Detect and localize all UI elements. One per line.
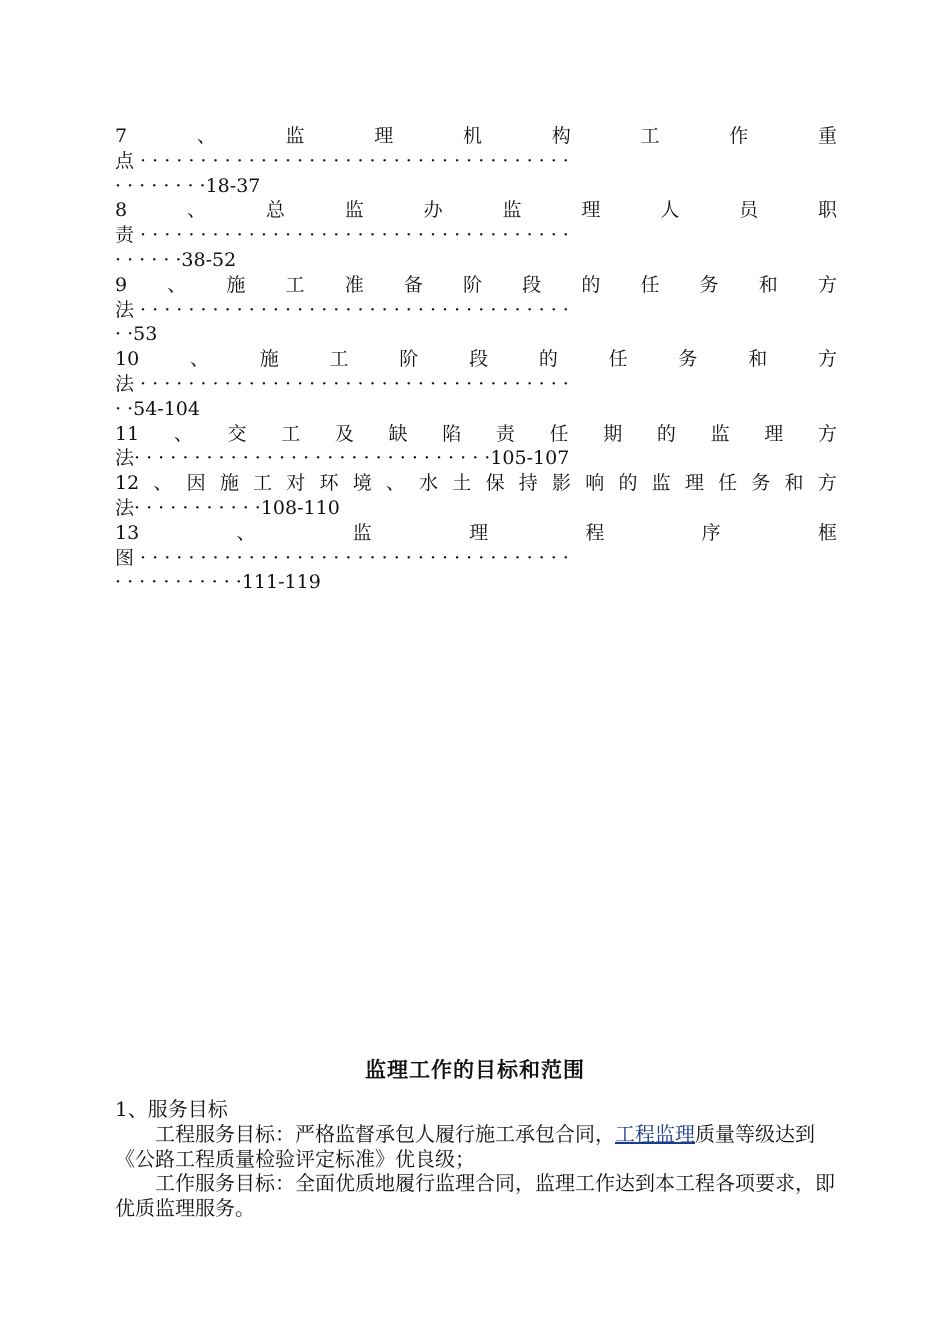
toc-entry-number: 7 — [115, 125, 128, 147]
toc-entry-title-char: 施 — [259, 348, 279, 371]
toc-entry-title-char: 程 — [585, 521, 605, 544]
toc-entry-leader-line: 点 · · · · · · · · · · · · · · · · · · · · · · · · · · · · · · · · · · · · — [115, 149, 569, 172]
toc-entry-title-char: 方 — [817, 422, 837, 445]
toc-entry-title-char: 任 — [549, 422, 569, 445]
toc-entry-title-char: 理 — [469, 521, 489, 544]
toc-entry-separator: 、 — [236, 521, 256, 544]
toc-entry-number: 12 — [115, 472, 140, 495]
toc-entry-leader-line: 法· · · · · · · · · · ·108-110 — [115, 496, 340, 519]
toc-entry-leader-line: 图 · · · · · · · · · · · · · · · · · · · · · · · · · · · · · · · · · · · · — [115, 546, 569, 569]
toc-entry-title-char: 工 — [253, 472, 273, 495]
toc-entry-separator: 、 — [189, 348, 209, 371]
toc-entry-title-char: 员 — [739, 199, 759, 222]
toc-entry-title-char: 务 — [751, 472, 771, 495]
toc-entry-title-char: 阶 — [399, 348, 419, 371]
toc-entry-title-char: 土 — [452, 472, 472, 495]
toc-entry-title-line — [115, 347, 837, 372]
toc-entry-title-char: 监 — [502, 199, 522, 222]
toc-entry-number: 13 — [115, 521, 140, 544]
toc-entry-title-char: 环 — [319, 472, 339, 495]
toc-entry-title-char: 作 — [729, 125, 749, 147]
toc-entry-title-char: 缺 — [388, 422, 408, 445]
toc-entry-title-char: 方 — [817, 348, 837, 371]
toc-entry[interactable] — [115, 347, 837, 421]
toc-entry-title-char: 总 — [265, 199, 285, 222]
toc-entry-title-char: 因 — [186, 472, 206, 495]
toc-entry[interactable] — [115, 422, 837, 472]
toc-entry-leader-line: 法 · · · · · · · · · · · · · · · · · · · · · · · · · · · · · · · · · · · · — [115, 372, 569, 395]
table-of-contents — [115, 124, 837, 595]
heading-service-goals: 1、服务目标 — [115, 1097, 228, 1121]
toc-entry-title-char: 人 — [660, 199, 680, 222]
toc-entry-title-line — [115, 124, 837, 149]
toc-entry-title-char: 理 — [374, 125, 394, 147]
toc-entry-title-char: 序 — [701, 521, 721, 544]
toc-entry[interactable] — [115, 273, 837, 347]
toc-entry-title-char: 施 — [219, 472, 239, 495]
paragraph-text: 质量等级达到《公路工程质量检验评定标准》优良级； — [115, 1121, 815, 1171]
toc-entry-title-char: 影 — [552, 472, 572, 495]
toc-entry-title-char: 务 — [678, 348, 698, 371]
section-body — [115, 1097, 837, 1221]
toc-entry-title-line — [115, 422, 837, 447]
toc-entry-title-char: 理 — [764, 422, 784, 445]
toc-entry-leader-line: 责 · · · · · · · · · · · · · · · · · · · · · · · · · · · · · · · · · · · · — [115, 224, 569, 247]
toc-entry-title-char: 的 — [581, 273, 601, 296]
toc-entry-title-char: 框 — [817, 521, 837, 544]
toc-entry-leader-line: 法 · · · · · · · · · · · · · · · · · · · · · · · · · · · · · · · · · · · · — [115, 298, 569, 321]
section-title: 监理工作的目标和范围 — [365, 1057, 585, 1082]
paragraph-work-goal: 工作服务目标：全面优质地履行监理合同，监理工作达到本工程各项要求，即优质监理服务。 — [115, 1171, 835, 1221]
engineering-supervision-link[interactable]: 工程监理 — [615, 1121, 695, 1146]
toc-entry-title-char: 响 — [585, 472, 605, 495]
toc-entry-title-char: 方 — [817, 472, 837, 495]
toc-entry-number: 11 — [115, 422, 140, 445]
toc-entry-title-char: 任 — [718, 472, 738, 495]
toc-entry-page-range: · · · · · · · · · · ·111-119 — [115, 571, 321, 594]
toc-entry-title-char: 职 — [817, 199, 837, 222]
paragraph-text: 工程服务目标：严格监督承包人履行施工承包合同， — [155, 1121, 615, 1146]
toc-entry-leader-line: 法· · · · · · · · · · · · · · · · · · · · · · · · · · · · · ·105-107 — [115, 447, 570, 470]
toc-entry-page-range: · · · · · ·38-52 — [115, 248, 237, 271]
toc-entry-title-char: 监 — [651, 472, 671, 495]
toc-entry-title-char: 和 — [748, 348, 768, 371]
toc-entry-title-line — [115, 471, 837, 496]
toc-entry-number: 10 — [115, 348, 140, 371]
toc-entry-title-char: 监 — [285, 125, 305, 147]
toc-entry-title-line — [115, 273, 837, 298]
toc-entry-title-char: 的 — [656, 422, 676, 445]
toc-entry-title-char: 、 — [385, 472, 405, 495]
toc-entry-title-char: 机 — [463, 125, 483, 147]
toc-entry-title-char: 境 — [352, 472, 372, 495]
toc-entry-title-char: 方 — [817, 273, 837, 296]
toc-entry-title-char: 的 — [618, 472, 638, 495]
toc-entry-title-char: 工 — [640, 125, 660, 147]
toc-entry-title-char: 监 — [352, 521, 372, 544]
toc-entry-title-char: 对 — [286, 472, 306, 495]
toc-entry[interactable] — [115, 124, 837, 198]
toc-entry-title-char: 备 — [403, 273, 423, 296]
toc-entry-title-char: 办 — [423, 199, 443, 222]
toc-entry-title-char: 理 — [684, 472, 704, 495]
toc-entry[interactable] — [115, 198, 837, 272]
toc-entry-title-char: 重 — [817, 125, 837, 147]
toc-entry[interactable] — [115, 471, 837, 521]
toc-entry-title-char: 工 — [281, 422, 301, 445]
toc-entry-title-char: 和 — [784, 472, 804, 495]
toc-entry-title-char: 阶 — [463, 273, 483, 296]
toc-entry-separator: 、 — [186, 199, 206, 222]
toc-entry-separator: 、 — [167, 273, 187, 296]
toc-entry-title-char: 工 — [329, 348, 349, 371]
toc-entry-title-char: 构 — [551, 125, 571, 147]
toc-entry-title-char: 段 — [469, 348, 489, 371]
toc-entry-page-range: · ·53 — [115, 323, 158, 346]
toc-entry-title-char: 交 — [227, 422, 247, 445]
toc-entry-title-line — [115, 198, 837, 223]
toc-entry-title-char: 保 — [485, 472, 505, 495]
toc-entry-page-range: · · · · · · · ·18-37 — [115, 174, 261, 197]
toc-entry-title-char: 和 — [758, 273, 778, 296]
toc-entry-title-char: 段 — [522, 273, 542, 296]
toc-entry-separator: 、 — [153, 472, 173, 495]
toc-entry-title-char: 持 — [518, 472, 538, 495]
toc-entry-separator: 、 — [196, 125, 216, 147]
toc-entry-title-char: 理 — [581, 199, 601, 222]
toc-entry-title-char: 期 — [603, 422, 623, 445]
toc-entry-title-line — [115, 521, 837, 546]
toc-entry-title-char: 的 — [538, 348, 558, 371]
toc-entry-separator: 、 — [173, 422, 193, 445]
toc-entry-title-char: 任 — [640, 273, 660, 296]
toc-entry-title-char: 准 — [344, 273, 364, 296]
toc-entry-title-char: 责 — [495, 422, 515, 445]
toc-entry-title-char: 施 — [226, 273, 246, 296]
toc-entry-title-char: 监 — [710, 422, 730, 445]
toc-entry-title-char: 水 — [419, 472, 439, 495]
toc-entry-title-char: 任 — [608, 348, 628, 371]
toc-entry-number: 9 — [115, 273, 128, 296]
toc-entry-title-char: 及 — [334, 422, 354, 445]
paragraph-engineering-goal — [115, 1122, 837, 1172]
toc-entry-title-char: 监 — [344, 199, 364, 222]
toc-entry-title-char: 务 — [699, 273, 719, 296]
toc-entry-number: 8 — [115, 199, 128, 222]
toc-entry-title-char: 工 — [285, 273, 305, 296]
toc-entry[interactable] — [115, 521, 837, 595]
toc-entry-page-range: · ·54-104 — [115, 397, 200, 420]
toc-entry-title-char: 陷 — [442, 422, 462, 445]
